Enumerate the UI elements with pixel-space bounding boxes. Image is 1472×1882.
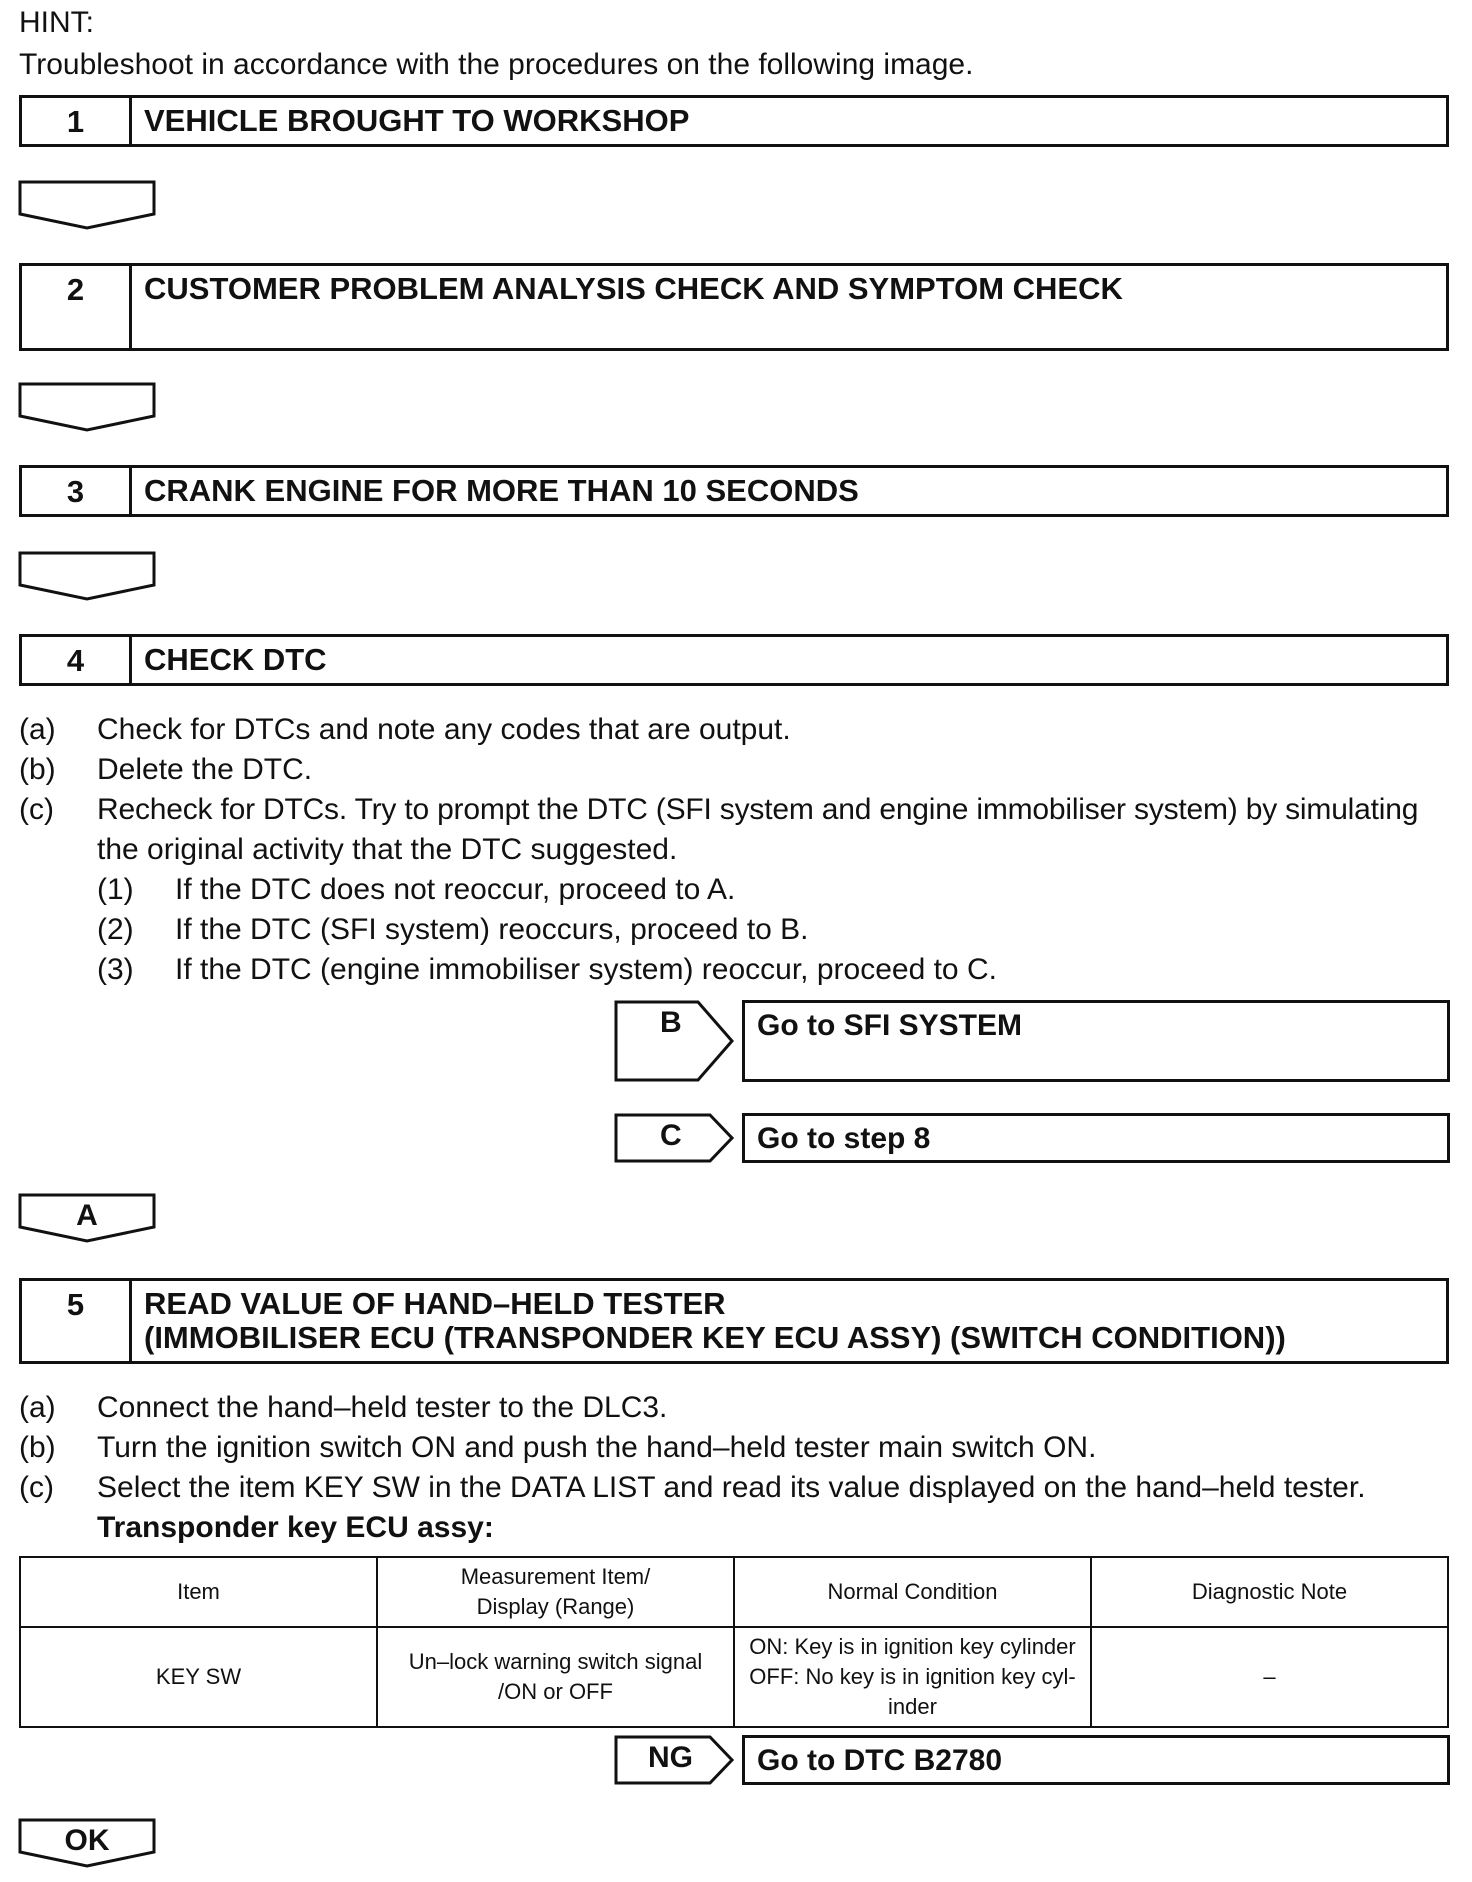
table-header-row	[20, 1557, 1448, 1627]
table-caption-row	[19, 1508, 1459, 1548]
header-normal-condition: Normal Condition	[734, 1557, 1091, 1627]
sub-list-item: (1) If the DTC does not reoccur, proceed to A.	[97, 873, 736, 906]
header-item: Item	[20, 1557, 377, 1627]
cell-normal-condition: ON: Key is in ignition key cylinder OFF: No key is in ignition key cyl- inder	[734, 1627, 1091, 1727]
hint-text: Troubleshoot in accordance with the procedures on the following image.	[19, 48, 974, 81]
cell-item: KEY SW	[20, 1627, 377, 1727]
step-5-box	[19, 1278, 1449, 1364]
branch-tag-c: C	[660, 1119, 682, 1152]
step-5-instructions	[19, 1388, 1459, 1548]
step-title: READ VALUE OF HAND–HELD TESTER (IMMOBILISER ECU (TRANSPONDER KEY ECU ASSY) (SWITCH CONDITION))	[144, 1286, 1286, 1355]
cell-diagnostic-note: –	[1091, 1627, 1448, 1727]
step-1-box	[19, 95, 1449, 147]
step-number: 2	[22, 266, 132, 348]
flow-down-arrow-icon	[18, 382, 156, 432]
step-number: 3	[22, 468, 132, 514]
step-number: 5	[22, 1281, 132, 1361]
table-caption: Transponder key ECU assy:	[97, 1511, 494, 1544]
sub-list-item: (2) If the DTC (SFI system) reoccurs, proceed to B.	[97, 913, 809, 946]
list-item: (a) Check for DTCs and note any codes that are output.	[19, 713, 791, 746]
list-item: (b) Turn the ignition switch ON and push the hand–held tester main switch ON.	[19, 1431, 1097, 1464]
step-4-box	[19, 634, 1449, 686]
branch-action-step8: Go to step 8	[742, 1113, 1450, 1163]
cell-measurement: Un–lock warning switch signal /ON or OFF	[377, 1627, 734, 1727]
sub-list-item: (3) If the DTC (engine immobiliser system) reoccur, proceed to C.	[97, 953, 997, 986]
table-row	[20, 1627, 1448, 1727]
header-measurement: Measurement Item/ Display (Range)	[377, 1557, 734, 1627]
flow-label-ok: OK	[64, 1824, 110, 1857]
step-2-box	[19, 263, 1449, 351]
branch-action-sfi: Go to SFI SYSTEM	[742, 1000, 1450, 1082]
flow-down-arrow-icon	[18, 551, 156, 601]
header-diagnostic-note: Diagnostic Note	[1091, 1557, 1448, 1627]
list-item: (c) Select the item KEY SW in the DATA LIST and read its value displayed on the hand–held tester.	[19, 1471, 1366, 1504]
step-title: VEHICLE BROUGHT TO WORKSHOP	[144, 103, 690, 138]
list-item: (b) Delete the DTC.	[19, 753, 313, 786]
list-item: (a) Connect the hand–held tester to the DLC3.	[19, 1391, 668, 1424]
step-title: CRANK ENGINE FOR MORE THAN 10 SECONDS	[144, 473, 859, 508]
spec-table	[19, 1556, 1449, 1728]
list-item: (c) Recheck for DTCs. Try to prompt the DTC (SFI system and engine immobiliser system) by simulating	[19, 793, 1419, 826]
step-number: 4	[22, 637, 132, 683]
step-title: CUSTOMER PROBLEM ANALYSIS CHECK AND SYMPTOM CHECK	[144, 271, 1123, 306]
step-4-instructions	[19, 710, 1459, 990]
branch-tag-ng: NG	[648, 1741, 693, 1774]
hint-heading: HINT:	[19, 6, 94, 39]
step-number: 1	[22, 98, 132, 144]
branch-tag-b: B	[660, 1006, 682, 1039]
flow-label-a: A	[76, 1199, 98, 1232]
list-item-continuation: the original activity that the DTC suggested.	[97, 833, 678, 866]
step-3-box	[19, 465, 1449, 517]
flow-down-arrow-icon	[18, 180, 156, 230]
branch-action-dtc: Go to DTC B2780	[742, 1735, 1450, 1785]
step-title: CHECK DTC	[144, 642, 327, 677]
